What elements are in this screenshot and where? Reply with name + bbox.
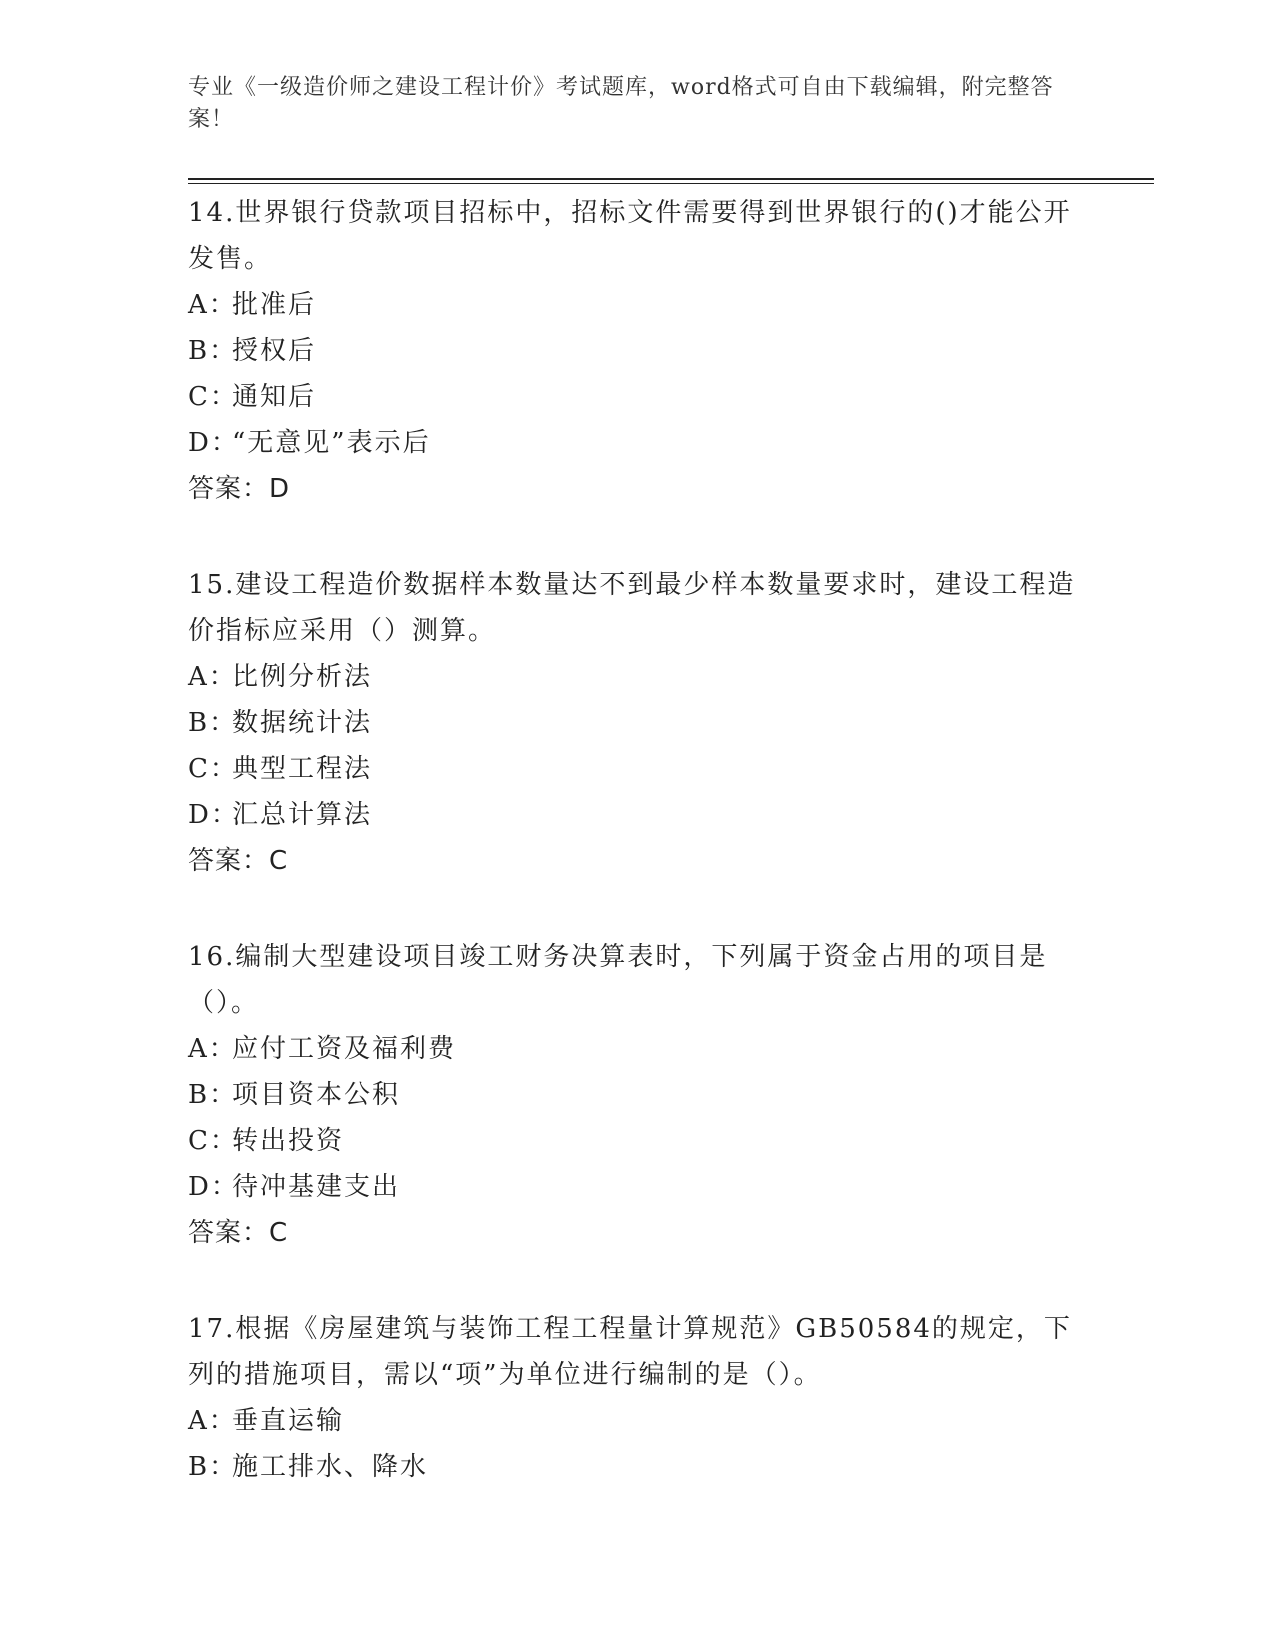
option-text: 数据统计法 [232,708,373,738]
option-text: 比例分析法 [232,662,373,692]
option-a [188,654,1088,700]
option-key: B： [188,708,238,738]
option-key: D： [188,428,239,458]
option-c [188,374,1088,420]
option-text: 通知后 [232,382,317,412]
question-16 [188,934,1088,1256]
header-divider-thick [188,178,1154,180]
answer-line: 答案：C [188,1218,289,1248]
option-key: B： [188,1452,238,1482]
option-text: 批准后 [232,290,317,320]
option-key: B： [188,336,238,366]
option-b [188,700,1088,746]
option-d [188,792,1088,838]
option-key: A： [188,662,237,692]
option-key: C： [188,382,238,412]
option-text: 典型工程法 [232,754,373,784]
option-key: A： [188,1034,237,1064]
option-key: A： [188,290,237,320]
option-text: 施工排水、降水 [232,1452,429,1482]
option-text: 垂直运输 [232,1406,345,1436]
option-b [188,1444,1088,1490]
option-d [188,1164,1088,1210]
option-a [188,282,1088,328]
option-text: 应付工资及福利费 [232,1034,457,1064]
option-b [188,1072,1088,1118]
option-c [188,746,1088,792]
question-14 [188,190,1088,512]
question-15 [188,562,1088,884]
option-text: 汇总计算法 [232,800,373,830]
question-stem: 17.根据《房屋建筑与装饰工程工程量计算规范》GB50584的规定，下列的措施项目，需以“项”为单位进行编制的是（）。 [188,1314,1072,1390]
option-a [188,1026,1088,1072]
option-key: A： [188,1406,237,1436]
option-key: D： [188,1172,239,1202]
option-text: 待冲基建支出 [232,1172,401,1202]
question-stem: 16.编制大型建设项目竣工财务决算表时，下列属于资金占用的项目是（）。 [188,942,1048,1018]
question-stem: 14.世界银行贷款项目招标中，招标文件需要得到世界银行的()才能公开发售。 [188,198,1072,274]
answer-line: 答案：D [188,474,291,504]
option-text: 授权后 [232,336,317,366]
option-key: C： [188,1126,238,1156]
header-divider-thin [188,183,1154,184]
option-text: 转出投资 [232,1126,345,1156]
option-d [188,420,1088,466]
option-key: C： [188,754,238,784]
option-key: D： [188,800,239,830]
option-key: B： [188,1080,238,1110]
option-a [188,1398,1088,1444]
document-intro: 专业《一级造价师之建设工程计价》考试题库，word格式可自由下载编辑，附完整答案！ [188,75,1054,132]
option-text: “无意见”表示后 [232,428,431,458]
option-text: 项目资本公积 [232,1080,401,1110]
option-c [188,1118,1088,1164]
answer-line: 答案：C [188,846,289,876]
question-17 [188,1306,1088,1490]
question-list [188,190,1088,1540]
option-b [188,328,1088,374]
question-stem: 15.建设工程造价数据样本数量达不到最少样本数量要求时，建设工程造价指标应采用（）测算。 [188,570,1076,646]
